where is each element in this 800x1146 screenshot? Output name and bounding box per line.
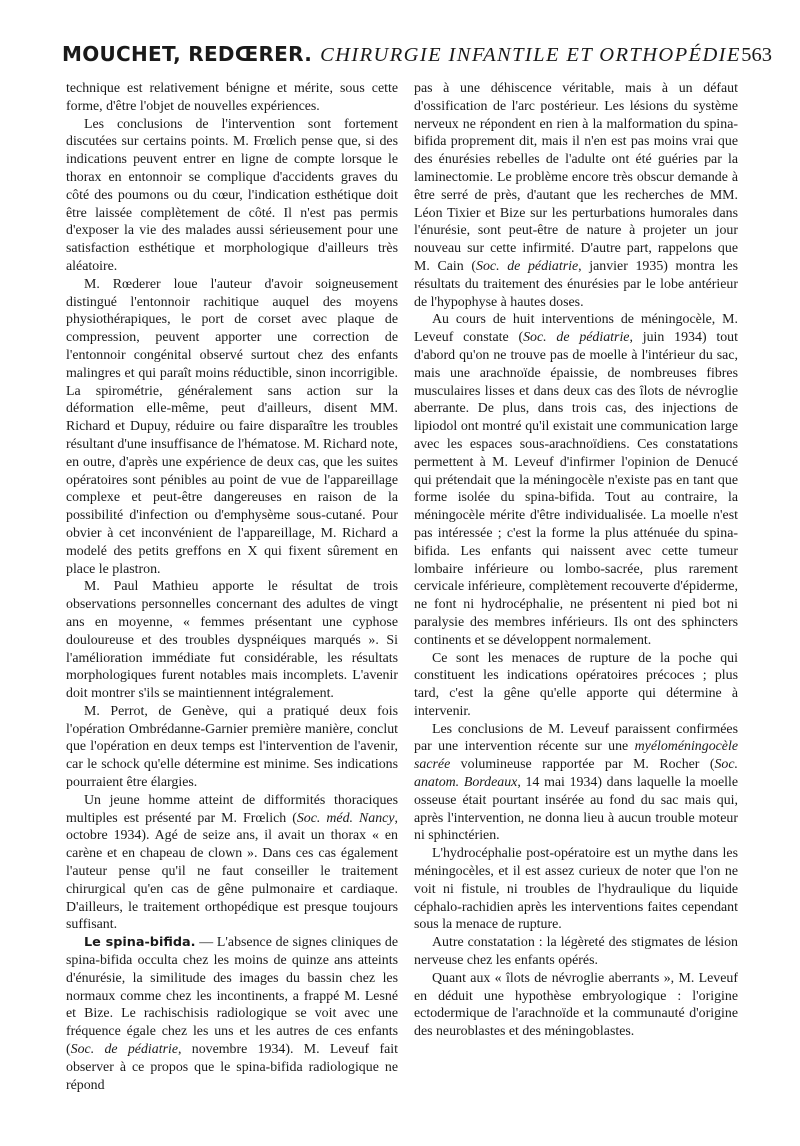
citation: Soc. méd. Nancy: [296, 810, 395, 826]
paragraph: L'hydrocéphalie post-opératoire est un mythe dans les méningocèles, et il est assez curieux de noter que l'on ne voit ni fistule, ni troubles de l'hydraulique du liquide céphalo-rachidien après les interventions faites cependant sous la menace de rupture.: [414, 846, 738, 933]
running-header: [62, 42, 772, 76]
paragraph: [414, 721, 738, 846]
paragraph: technique est relativement bénigne et mérite, sous cette forme, d'être l'objet de nouvelles expériences.: [66, 81, 398, 114]
header-authors: MOUCHET, REDŒRER.: [62, 42, 313, 66]
citation: Soc. de pédiatrie: [70, 1042, 178, 1058]
paragraph: Les conclusions de l'intervention sont fortement discutées sur certains points. M. Frœlich pense que, si des indications peuvent entrer en ligne de compte lorsque le thorax en entonnoir se complique d'accidents graves du côté des poumons ou du cœur, l'indication esthétique doit être laissée complètement de côté. Il n'est pas permis d'exposer la vie des malades aussi sérieusement pour une satisfaction esthétique et morphologique d'ailleurs très aléatoire.: [66, 116, 398, 274]
paragraph-text: Un jeune homme atteint de difformités thoraciques multiples est présenté par M. Frœlich (: [66, 792, 398, 826]
citation: Soc. de pédiatrie: [476, 258, 579, 274]
paragraph-text: , 14 mai 1934) dans laquelle la moelle osseuse était pourtant insérée au fond du sac mais qui, après l'intervention, ne donna lieu à aucun trouble moteur ni sphinctérien.: [414, 775, 738, 844]
paragraph-text: , janvier 1935) montra les résultats du traitement des énurésies par le lobe antérieur de l'hypophyse à hautes doses.: [414, 258, 738, 310]
paragraph: M. Perrot, de Genève, qui a pratiqué deux fois l'opération Ombrédanne-Garnier première manière, conclut que l'opération en deux temps est l'intervention de l'avenir, car le schock qu'elle détermine est minime. Ses indications pourraient être élargies.: [66, 703, 398, 791]
section-heading: Le spina-bifida.: [84, 935, 196, 951]
paragraph-text: , octobre 1934). Agé de seize ans, il avait un thorax « en carène et en chapeau de clown ». Dans ces cas également l'auteur pense qu'il ne faut conseiller le traitement chirurgical qu'en cas de gêne pulmonaire et cardiaque. D'ailleurs, le traitement orthopédique est presque toujours suffisant.: [66, 810, 398, 933]
paragraph-text: volumineuse rapportée par M. Rocher (: [450, 757, 715, 773]
page-number: 563: [741, 44, 772, 66]
paragraph-text: Les conclusions de M. Leveuf paraissent confirmées par une intervention récente sur une: [414, 721, 738, 755]
paragraph-text: , juin 1934) tout d'abord qu'on ne trouve pas de moelle à l'intérieur du sac, mais une arachnoïde épaissie, de nombreuses fibres musculaires lisses et dans deux cas des îlots de névroglie aberrante. De plus, dans trois cas, des injections de lipiodol ont montré qu'il existait une communication large avec les espaces sous-arachnoïdiens. Ces constatations permettent à M. Leveuf d'infirmer l'opinion de Denucé qui prétendait que la méningocèle n'existe pas en tant que forme isolée du spina-bifida. Tout au contraire, la méningocèle mérite d'être individualisée. La moelle n'est pas intéressée ; c'est la forme la plus atténuée du spina-bifida. Les enfants qui naissent avec cette tumeur lombaire inférieure ou lombo-sacrée, plus rarement cervicale inférieure, complètement recouverte d'épiderme, ne font ni hydrocéphalie, ne présentent ni pied bot ni paralysie des membres inférieurs. Ils ont des sphincters continents et se développent normalement.: [414, 330, 738, 648]
paragraph: M. Paul Mathieu apporte le résultat de trois observations personnelles concernant des adultes de vingt ans en moyenne, « femmes présentant une cyphose douloureuse et des troubles dyspnéiques marqués ». Si l'amélioration immédiate fut considérable, les résultats morphologiques furent notables mais incomplets. L'avenir doit montrer s'ils se maintiennent intégralement.: [66, 579, 398, 702]
citation: Soc. de pédiatrie: [523, 330, 630, 346]
paragraph: Ce sont les menaces de rupture de la poche qui constituent les indications opératoires précoces ; plus tard, c'est la gêne qu'elle apporte qui détermine à intervenir.: [414, 650, 738, 719]
paragraph-text: pas à une déhiscence véritable, mais à un défaut d'ossification de l'arc postérieur. Les lésions du système nerveux ne répondent en rien à la malformation du spina-bifida proprement dit, mais il n'en est pas moins vrai que des énurésies rebelles de l'adulte ont été guéries par la laminectomie. Le problème encore très obscur demande à être serré de près, d'autant que les recherches de MM. Léon Tixier et Bize sur les perturbations humorales dans l'énurésie, sont peut-être de nature à projeter un jour nouveau sur cette infirmité. D'autre part, rappelons que M. Cain (: [414, 81, 738, 274]
paragraph: Quant aux « îlots de névroglie aberrants », M. Leveuf en déduit une hypothèse embryologique : l'origine ectodermique de l'arachnoïde et la communauté d'origine des neuroblastes et des méningoblastes.: [414, 970, 738, 1040]
paragraph: [414, 311, 738, 649]
paragraph: [66, 792, 398, 934]
paragraph: Autre constatation : la légèreté des stigmates de lésion nerveuse chez les enfants opérés.: [414, 935, 738, 969]
paragraph-text: — L'absence de signes cliniques de spina-bifida occulta chez les moins de quinze ans atteints d'énurésie, la similitude des images du bassin chez les normaux comme chez les incontinents, a frappé M. Lesné et Bize. Le rachischisis radiologique se voit avec une fréquence égale chez les uns et les autres de ces enfants (: [66, 935, 398, 1058]
header-title: CHIRURGIE INFANTILE ET ORTHOPÉDIE: [320, 44, 741, 66]
citation: myéloméningocèle sacrée: [414, 739, 738, 773]
paragraph: M. Rœderer loue l'auteur d'avoir soigneusement distingué l'entonnoir rachitique auquel des moyens physiothérapiques, le port de corset avec plaque de compression, peuvent apporter une correction de l'entonnoir congénital observé surtout chez des enfants malingres et qui paraît moins réductible, sinon incorrigible. La spirométrie, généralement sans action sur la déformation elle-même, peut d'ailleurs, disent MM. Richard et Dupuy, réduire ou faire disparaître les troubles résultant d'une insuffisance de l'hématose. M. Richard note, en outre, d'après une expérience de deux cas, que les suites opératoires sont pénibles au point de vue de l'appareillage complexe et peut-être dangereuses en raison de la possibilité d'infection ou d'emphysème sous-cutané. Pour obvier à cet inconvénient de l'appareillage, M. Richard a modelé des petits greffons en X qui fixent sûrement en place le plastron.: [66, 276, 398, 577]
paragraph: [414, 80, 738, 311]
left-column: [66, 80, 398, 1094]
citation: Soc. anatom. Bordeaux: [414, 757, 738, 791]
paragraph-text: Au cours de huit interventions de méningocèle, M. Leveuf constate (: [414, 312, 738, 346]
right-column: [414, 80, 738, 1041]
paragraph-text: , novembre 1934). M. Leveuf fait observer à ce propos que le spina-bifida radiologique ne répond: [66, 1042, 398, 1093]
paragraph: [66, 934, 398, 1094]
